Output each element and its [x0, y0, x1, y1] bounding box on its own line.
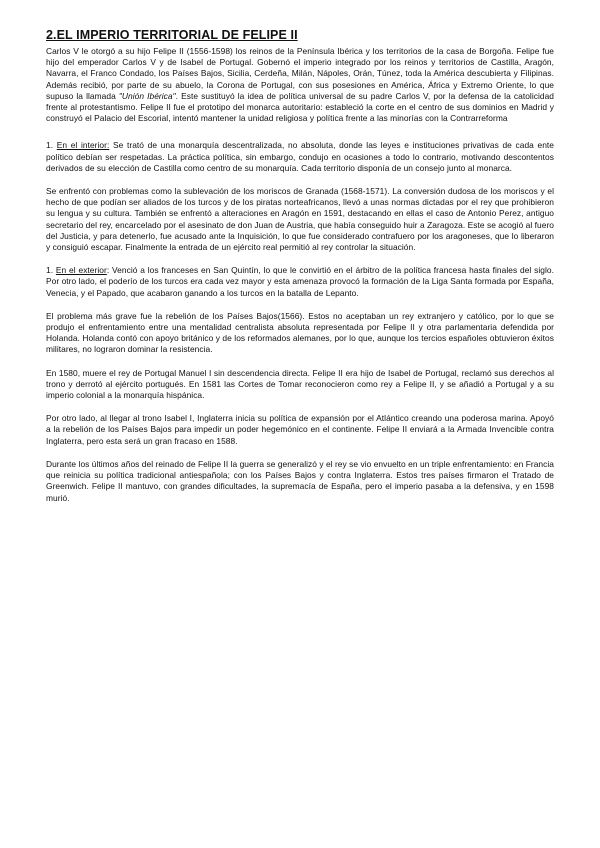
- paises-bajos-paragraph: El problema más grave fue la rebelión de los Países Bajos(1566). Estos no aceptaban un rey extranjero y católico, por lo que se produjo el enfrentamiento entre una mentalidad centralista absoluta representada por Felipe II y otra parlamentaria defendida por Holanda. Holanda contó con apoyo británico y de los reformados alemanes, por lo que, aunque los tercios españoles obtuvieron éxitos militares, no lograron dominar la resistencia.: [46, 310, 554, 355]
- inglaterra-paragraph: Por otro lado, al llegar al trono Isabel I, Inglaterra inicia su política de expansión por el Atlántico creando una poderosa marina. Apoyó a la rebelión de los Países Bajos para impedir un poder hegemónico en el continente. Felipe II enviará a la Armada Invencible contra Inglaterra, pero esta será un gran fracaso en 1588.: [46, 413, 554, 446]
- interior-text: Se trató de una monarquía descentralizada, no absoluta, donde las leyes e instituciones privativas de cada ente político debían ser respetadas. La práctica política, sin embargo, condujo en ocasiones a todo lo contrario, motivando descontentos derivados de su elección de Castilla como centro de su monarquía. Cada territorio disponía de un consejo junto al monarca.: [46, 140, 555, 173]
- exterior-text: : Venció a los franceses en San Quintín, lo que le convirtió en el árbitro de la política francesa hasta finales del siglo. Por otro lado, el poderío de los turcos era cada vez mayor y esta amenaza provocó la formación de la Liga Santa formada por España, Venecia, y el Papado, que acabaron ganando a los turcos en la batalla de Lepanto.: [46, 265, 554, 298]
- portugal-paragraph: En 1580, muere el rey de Portugal Manuel I sin descendencia directa. Felipe II era hijo de Isabel de Portugal, reclamó sus derechos al trono y derrotó al ejército portugués. En 1581 las Cortes de Tomar reconocieron como rey a Felipe II, y se añadió a Portugal y a su imperio colonial a la monarquía hispánica.: [46, 367, 554, 401]
- interior-paragraph: [46, 140, 554, 174]
- moriscos-paragraph: Se enfrentó con problemas como la sublevación de los moriscos de Granada (1568-1571). La conversión dudosa de los moriscos y el hecho de que podían ser aliados de los turcos y de los piratas norteafricanos, llevó a unas normas dictadas por el rey que prohibieron su lengua y su cultura. También se enfrentó a alteraciones en Aragón en 1591, destacando en ellas el caso de Antonio Perez, antiguo secretario del rey, encarcelado por el asesinato de don Juan de Austria, que había conseguido huir a Zaragoza. Este se acogió al fuero del Justicia, y para detenerlo, fue acusado ante la Inquisición, lo que fue considerado contrafuero por los aragoneses, que lo liberaron y consiguió escapar. Finalmente la entrada de un ejército real permitió al rey controlar la situación.: [46, 186, 554, 253]
- intro-italic-term: "Unión Ibérica": [118, 90, 176, 101]
- exterior-number: 1.: [46, 265, 56, 276]
- exterior-heading: En el exterior: [55, 265, 107, 276]
- interior-number: 1.: [46, 140, 57, 151]
- intro-paragraph: [46, 46, 554, 124]
- exterior-paragraph: [46, 265, 554, 299]
- document-page: [46, 28, 554, 516]
- intro-text-end: . Este sustituyó la idea de política universal de su padre Carlos V, por la defensa de la catolicidad frente al protestantismo. Felipe II fue el prototipo del monarca autoritario: estableció la corte en el centro de sus dominios en Madrid y construyó el Palacio del Escorial, intentó mantener la unidad religiosa y política frente a las minorías con la Contrarreforma: [46, 90, 555, 124]
- ultimos-anos-paragraph: Durante los últimos años del reinado de Felipe II la guerra se generalizó y el rey se vio envuelto en un triple enfrentamiento: en Francia que reinicia su política tradicional antiespañola; con los Países Bajos y contra Inglaterra. Estos tres países firmaron el Tratado de Greenwich. Felipe II mantuvo, con grandes dificultades, la supremacía de España, pero el imperio pasaba a la defensiva, y en 1598 murió.: [46, 458, 554, 503]
- interior-heading: En el interior:: [56, 140, 110, 151]
- intro-text-start: Carlos V le otorgó a su hijo Felipe II (1556-1598) los reinos de la Península Ibérica y los territorios de la casa de Borgoña. Felipe fue hijo del emperador Carlos V y de Isabel de Portugal. Gobernó el imperio integrado por los reinos y territorios de Castilla, Aragón, Navarra, el Franco Condado, los Países Bajos, Sicilia, Cerdeña, Milán, Nápoles, Orán, Túnez, toda la América descubierta y Filipinas. Además recibió, por parte de su abuelo, la Corona de Portugal, con sus posesiones en América, África y Extremo Oriente, lo que supuso la llamada: [46, 46, 554, 101]
- document-title: 2.EL IMPERIO TERRITORIAL DE FELIPE II: [46, 28, 298, 42]
